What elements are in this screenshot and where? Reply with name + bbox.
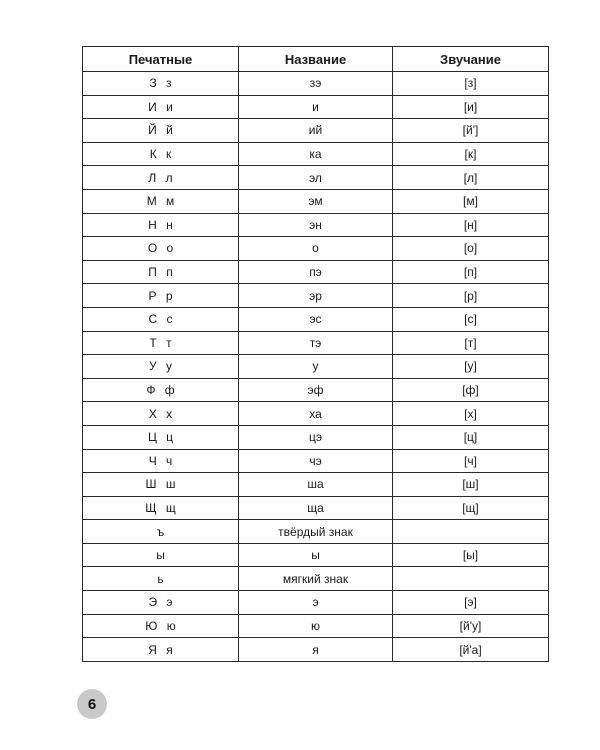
cell-sound: [ц]	[393, 425, 549, 449]
table-row	[83, 638, 549, 662]
cell-printed: Р р	[83, 284, 239, 308]
cell-sound: [р]	[393, 284, 549, 308]
cell-printed: Х х	[83, 402, 239, 426]
cell-sound: [ы]	[393, 543, 549, 567]
cell-printed: Н н	[83, 213, 239, 237]
cell-printed: И и	[83, 95, 239, 119]
cell-printed: Щ щ	[83, 496, 239, 520]
cell-name: пэ	[239, 260, 393, 284]
cell-name: я	[239, 638, 393, 662]
cell-name: ша	[239, 473, 393, 497]
cell-sound: [м]	[393, 189, 549, 213]
cell-printed: Ц ц	[83, 425, 239, 449]
table-row	[83, 425, 549, 449]
cell-sound: [с]	[393, 307, 549, 331]
cell-sound: [ш]	[393, 473, 549, 497]
table-row	[83, 237, 549, 261]
cell-printed: Э э	[83, 591, 239, 615]
cell-sound: [к]	[393, 142, 549, 166]
table-row	[83, 402, 549, 426]
cell-sound: [ф]	[393, 378, 549, 402]
cell-printed: ъ	[83, 520, 239, 544]
cell-sound: [и]	[393, 95, 549, 119]
cell-printed: Ш ш	[83, 473, 239, 497]
cell-sound: [п]	[393, 260, 549, 284]
cell-printed: ь	[83, 567, 239, 591]
cell-name: эр	[239, 284, 393, 308]
cell-name: эм	[239, 189, 393, 213]
cell-printed: К к	[83, 142, 239, 166]
table-row	[83, 567, 549, 591]
table-row	[83, 166, 549, 190]
cell-sound: [н]	[393, 213, 549, 237]
page-number-badge	[77, 689, 107, 719]
table-row	[83, 543, 549, 567]
cell-name: цэ	[239, 425, 393, 449]
cell-name: ы	[239, 543, 393, 567]
cell-sound	[393, 567, 549, 591]
cell-sound: [о]	[393, 237, 549, 261]
cell-name: ха	[239, 402, 393, 426]
cell-sound: [х]	[393, 402, 549, 426]
cell-name: ща	[239, 496, 393, 520]
cell-name: и	[239, 95, 393, 119]
cell-printed: Ф ф	[83, 378, 239, 402]
cell-printed: У у	[83, 355, 239, 379]
cell-printed: Л л	[83, 166, 239, 190]
cell-sound	[393, 520, 549, 544]
cell-name: э	[239, 591, 393, 615]
table-row	[83, 95, 549, 119]
cell-printed: Ю ю	[83, 614, 239, 638]
header-printed: Печатные	[83, 47, 239, 72]
table-body	[83, 72, 549, 662]
header-row	[83, 47, 549, 72]
cell-printed: С с	[83, 307, 239, 331]
cell-printed: М м	[83, 189, 239, 213]
cell-name: ка	[239, 142, 393, 166]
table-row	[83, 142, 549, 166]
cell-printed: Я я	[83, 638, 239, 662]
table-row	[83, 496, 549, 520]
table-row	[83, 284, 549, 308]
table-row	[83, 614, 549, 638]
alphabet-table	[82, 46, 549, 662]
table-row	[83, 591, 549, 615]
cell-name: ю	[239, 614, 393, 638]
table-row	[83, 331, 549, 355]
cell-sound: [й'а]	[393, 638, 549, 662]
cell-sound: [з]	[393, 72, 549, 96]
table-row	[83, 378, 549, 402]
cell-name: чэ	[239, 449, 393, 473]
cell-name: у	[239, 355, 393, 379]
cell-name: ий	[239, 119, 393, 143]
cell-sound: [й'у]	[393, 614, 549, 638]
cell-printed: З з	[83, 72, 239, 96]
cell-name: твёрдый знак	[239, 520, 393, 544]
cell-printed: О о	[83, 237, 239, 261]
cell-name: тэ	[239, 331, 393, 355]
cell-sound: [у]	[393, 355, 549, 379]
table-row	[83, 449, 549, 473]
cell-sound: [л]	[393, 166, 549, 190]
page-number: 6	[87, 695, 97, 713]
table-row	[83, 260, 549, 284]
cell-name: эн	[239, 213, 393, 237]
cell-printed: ы	[83, 543, 239, 567]
cell-name: эс	[239, 307, 393, 331]
table-row	[83, 355, 549, 379]
cell-sound: [щ]	[393, 496, 549, 520]
table-row	[83, 307, 549, 331]
cell-printed: П п	[83, 260, 239, 284]
cell-name: о	[239, 237, 393, 261]
table-row	[83, 189, 549, 213]
table-row	[83, 72, 549, 96]
cell-sound: [й']	[393, 119, 549, 143]
cell-name: зэ	[239, 72, 393, 96]
header-name: Название	[239, 47, 393, 72]
table-row	[83, 520, 549, 544]
cell-name: эл	[239, 166, 393, 190]
cell-name: мягкий знак	[239, 567, 393, 591]
cell-printed: Ч ч	[83, 449, 239, 473]
cell-printed: Й й	[83, 119, 239, 143]
table-row	[83, 213, 549, 237]
table-row	[83, 119, 549, 143]
header-sound: Звучание	[393, 47, 549, 72]
cell-sound: [ч]	[393, 449, 549, 473]
cell-sound: [э]	[393, 591, 549, 615]
cell-sound: [т]	[393, 331, 549, 355]
cell-name: эф	[239, 378, 393, 402]
cell-printed: Т т	[83, 331, 239, 355]
table-header	[83, 47, 549, 72]
table-row	[83, 473, 549, 497]
